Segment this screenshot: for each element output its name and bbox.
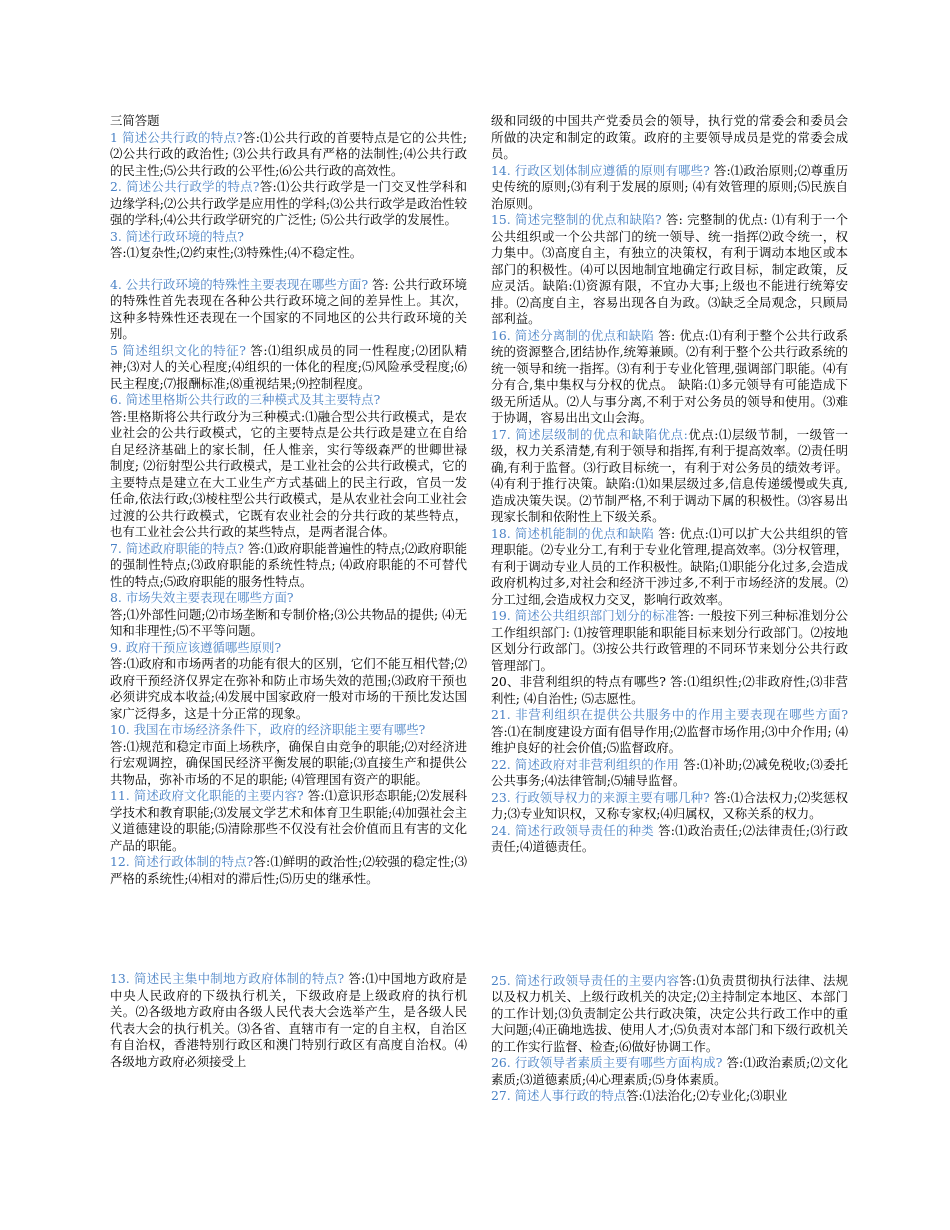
spacer	[110, 262, 467, 277]
question-number: 24.	[491, 822, 515, 838]
question-number: 14.	[491, 162, 515, 178]
answer-text: 三简答题	[110, 113, 160, 128]
question-number: 7.	[110, 540, 126, 556]
question-text: 简述行政领导责任的种类	[514, 822, 654, 838]
answer-text: 答:⑴政府和市场两者的功能有很大的区别，它们不能互相代替;⑵政府干预经济仅界定在弥补和防止市场失效的范围;⑶政府干预也必须讲究成本收益;⑷发展中国家政府一般对市场的干预比发达国家广泛得多，这是十分正常的现象。	[110, 656, 467, 721]
question-text: 简述公共组织部门划分的标准	[514, 608, 678, 623]
question-text: 简述完整制的优点和缺陷?	[514, 212, 662, 227]
question-text: 简述层级制的优点和缺陷优点:	[515, 426, 688, 442]
answer-text: 答:⑴政府职能普遍性的特点;⑵政府职能的强制性特点;⑶政府职能的系统性特点; ⑷政府职能的不可替代性的特点;⑸政府职能的服务性特点。	[110, 540, 467, 589]
left-column	[110, 113, 467, 1070]
answer-text: 答:⑴规范和稳定市面上场秩序，确保自由竞争的职能;⑵对经济进行宏观调控，确保国民经济平衡发展的职能;⑶直接生产和提供公共物品，弥补市场的不足的职能; ⑷管理国有资产的职能。	[110, 738, 467, 787]
qa-item	[491, 526, 848, 609]
qa-item	[110, 971, 467, 1070]
answer-text: 答: 优点:⑴有利于整个公共行政系统的资源整合,团结协作,统筹兼顾。⑵有利于整个公共行政系统的统一领导和统一指挥。⑶有利于专业化管理,强调部门职能。⑷有分有合,集中集权与分权的优点。 缺陷:⑴多元领导有可能造成下级无所适从。⑵人与事分离,不利于对公务员的领导和使用。⑶难于协调，容易出出文山会海。	[491, 327, 848, 425]
question-text: 行政区划体制应遵循的原则有哪些?	[514, 162, 710, 178]
qa-item	[110, 245, 467, 262]
answer-text: 答:⑴意识形态职能;⑵发展科学技术和教育职能;⑶发展文学艺术和体育卫生职能;⑷加强社会主义道德建设的职能;⑸清除那些不仅没有社会价值而且有害的文化产品的职能。	[110, 788, 467, 853]
question-number: 25.	[491, 972, 515, 988]
question-text: 简述机能制的优点和缺陷	[514, 525, 655, 541]
qa-item	[491, 608, 848, 674]
qa-item	[110, 179, 467, 229]
question-number: 5	[110, 342, 123, 358]
qa-item	[110, 788, 467, 854]
answer-text: 答:⑴在制度建设方面有倡导作用;⑵监督市场作用;⑶中介作用; ⑷维护良好的社会价值;⑸监督政府。	[491, 723, 848, 755]
question-text: 市场失效主要表现在哪些方面?	[125, 590, 294, 605]
answer-text: 答;⑴外部性问题;⑵市场垄断和专制价格;⑶公共物品的提供; ⑷无知和非理性;⑸不平等问题。	[110, 606, 467, 638]
qa-item	[491, 823, 848, 856]
answer-text: 答: 完整制的优点: ⑴有利于一个公共组织或一个公共部门的统一领导、统一指挥⑵政令统一，权力集中。⑶高度自主，有独立的决策权，有利于调动本地区或本部门的积极性。⑷可以因地制宜地确定行政目标，制定政策，反应灵活。缺陷:⑴资源有限，不宜办大事;上级也不能进行统筹安排。⑵高度自主，容易出现各自为政。⑶缺乏全局观念，只顾局部利益。	[491, 212, 848, 326]
question-text: 简述人事行政的特点	[514, 1088, 627, 1103]
question-number: 19.	[491, 608, 515, 623]
qa-item	[110, 113, 467, 130]
answer-text: 答:⑴法治化;⑵专业化;⑶职业	[626, 1088, 788, 1103]
question-text: 简述政府文化职能的主要内容?	[133, 788, 304, 803]
answer-text: 优点:⑴层级节制，一级管一级，权力关系清楚,有利于领导和指挥,有利于提高效率。⑵责任明确,有利于监督。⑶行政目标统一，有利于对公务员的绩效考评。⑷有利于推行决策。缺陷:⑴如果层级过多,信息传递缓慢或失真,造成决策失误。⑵节制严格,不利于调动下属的积极性。⑶容易出现家长制和依附性上下级关系。	[491, 426, 848, 524]
question-number: 23.	[491, 789, 515, 805]
spacer	[491, 856, 848, 973]
qa-item	[491, 328, 848, 427]
qa-item	[110, 277, 467, 343]
qa-item	[491, 1088, 848, 1105]
question-text: 简述里格斯公共行政的三种模式及其主要特点?	[125, 392, 381, 407]
qa-item	[110, 392, 467, 409]
answer-text: 答:⑴负责贯彻执行法律、法规以及权力机关、上级行政机关的决定;⑵主持制定本地区、本部门的工作计划;⑶负责制定公共行政决策，决定公共行政工作中的重大问题;⑷正确地选拔、使用人才;⑸负责对本部门和下级行政机关的工作实行监督、检查;⑹做好协调工作。	[491, 972, 848, 1054]
qa-item	[110, 130, 467, 180]
answer-text: 答:⑴政治素质;⑵文化素质;⑶道德素质;⑷心理素质;⑸身体素质。	[491, 1055, 848, 1087]
answer-text: 答:⑴中国地方政府是中央人民政府的下级执行机关，下级政府是上级政府的执行机关。⑵各级地方政府由各级人民代表大会选举产生，是各级人民代表大会的执行机关。⑶各省、直辖市有一定的自主权，自治区有自治权，香港特别行政区和澳门特别行政区有高度自治权。⑷各级地方政府必须接受上	[110, 971, 467, 1069]
qa-item	[110, 590, 467, 607]
qa-item	[491, 707, 848, 757]
answer-text: 答: 公共行政环境的特殊性首先表现在各种公共行政环境之间的差异性上。其次，这种多特殊性还表现在一个国家的不同地区的公共行政环境的关别。	[110, 276, 467, 341]
answer-text: 答:⑴补助;⑵减免税收;⑶委托公共事务;⑷法律管制;⑸辅导监督。	[491, 756, 848, 788]
spacer	[110, 887, 467, 971]
question-number: 22.	[491, 756, 515, 772]
question-number: 20、	[491, 674, 520, 689]
answer-text: 答:⑴公共行政的首要特点是它的公共性;⑵公共行政的政治性; ⑶公共行政具有严格的法制性;⑷公共行政的民主性;⑸公共行政的公平性;⑹公共行政的高效性。	[110, 129, 467, 178]
qa-item	[110, 722, 467, 739]
question-number: 11.	[110, 788, 134, 803]
question-number: 6.	[110, 392, 126, 407]
answer-text: 答:⑴政治原则;⑵尊重历史传统的原则;⑶有利于发展的原则; ⑷有效管理的原则;⑸民族自治原则。	[491, 162, 848, 211]
question-number: 26.	[491, 1055, 515, 1070]
question-text: 简述分离制的优点和缺陷	[514, 327, 655, 343]
qa-item	[110, 854, 467, 887]
question-number: 2.	[110, 179, 127, 194]
question-text: 简述民主集中制地方政府体制的特点?	[133, 971, 345, 986]
question-number: 27.	[491, 1088, 515, 1103]
answer-text: 答:⑴鲜明的政治性;⑵较强的稳定性;⑶严格的系统性;⑷相对的滞后性;⑸历史的继承性。	[110, 854, 467, 886]
question-number: 3.	[110, 228, 126, 244]
answer-text: 答:里格斯将公共行政分为三种模式:⑴融合型公共行政模式，是农业社会的公共行政模式，它的主要特点是公共行政是建立在自给自足经济基础上的家长制，任人惟亲，实行等级森严的世卿世禄制度; ⑵衍射型公共行政模式，是工业社会的公共行政模式，它的主要特点是建立在大工业生产方式基础上的民主行政，官员一发任命,依法行政;⑶棱柱型公共行政模式，是从农业社会向工业社会过渡的公共行政模式，它既有农业社会的分共行政的某些特点，也有工业社会公共行政的某些特点，是两者混合体。	[110, 408, 467, 539]
question-text: 简述公共行政学的特点?	[126, 179, 260, 194]
qa-item	[491, 427, 848, 526]
qa-item	[110, 607, 467, 640]
question-number: 4.	[110, 276, 126, 292]
qa-item	[110, 541, 467, 591]
question-text: 简述公共行政的特点?	[122, 129, 243, 145]
qa-item	[110, 343, 467, 393]
question-text: 简述政府职能的特点?	[125, 540, 244, 556]
question-number: 16.	[491, 327, 515, 343]
answer-text: 答:⑴政治责任;⑵法律责任;⑶行政责任;⑷道德责任。	[491, 822, 848, 854]
question-text: 公共行政环境的特殊性主要表现在哪些方面?	[125, 276, 369, 292]
question-text: 简述行政领导责任的主要内容	[514, 972, 680, 988]
qa-item	[491, 163, 848, 213]
question-text: 非营利组织在提供公共服务中的作用主要表现在哪些方面?	[515, 707, 848, 722]
qa-item	[491, 790, 848, 823]
right-column	[491, 113, 848, 1105]
question-number: 10.	[110, 722, 134, 737]
question-number: 21.	[491, 707, 516, 722]
qa-item	[110, 409, 467, 541]
question-text: 行政领导权力的来源主要有哪几种?	[514, 789, 710, 805]
qa-item	[491, 674, 848, 707]
answer-text: 答:⑴复杂性;⑵约束性;⑶特殊性;⑷不稳定性。	[110, 245, 363, 260]
question-number: 18.	[491, 525, 515, 541]
qa-item	[491, 212, 848, 328]
answer-text: 答:⑴合法权力;⑵奖惩权力;⑶专业知识权，又称专家权;⑷归属权，又称关系的权力。	[491, 789, 848, 821]
question-number: 17.	[491, 426, 516, 442]
qa-item	[110, 229, 467, 246]
question-number: 13.	[110, 971, 134, 986]
question-text: 简述行政体制的特点?	[133, 854, 254, 869]
qa-item	[110, 656, 467, 722]
qa-item	[491, 113, 848, 163]
answer-text: 答:⑴公共行政学是一门交叉性学科和边缘学科;⑵公共行政学是应用性的学科;⑶公共行政学是政治性较强的学科;⑷公共行政学研究的广泛性; ⑸公共行政学的发展性。	[110, 179, 467, 227]
qa-item	[491, 757, 848, 790]
question-number: 8.	[110, 590, 126, 605]
question-text: 简述组织文化的特征?	[122, 342, 246, 358]
question-text: 简述行政环境的特点?	[125, 228, 244, 244]
qa-item	[491, 1055, 848, 1088]
question-text: 行政领导者素质主要有哪些方面构成?	[514, 1055, 723, 1070]
answer-text: 非营利组织的特点有哪些? 答:⑴组织性;⑵非政府性;⑶非营利性; ⑷自治性; ⑸志愿性。	[491, 674, 848, 706]
qa-item	[110, 640, 467, 657]
answer-text: 答:⑴组织成员的同一性程度;⑵团队精神;⑶对人的关心程度;⑷组织的一体化的程度;⑸风险承受程度;⑹民主程度;⑺报酬标准;⑻重视结果;⑼控制程度。	[110, 342, 467, 391]
answer-text: 级和同级的中国共产党委员会的领导，执行党的常委会和委员会所做的决定和制定的政策。政府的主要领导成员是党的常委会成员。	[491, 113, 848, 161]
qa-item	[491, 973, 848, 1056]
question-number: 15.	[491, 212, 515, 227]
question-number: 12.	[110, 854, 134, 869]
question-text: 简述政府对非营利组织的作用	[514, 756, 680, 772]
question-number: 1	[110, 129, 123, 145]
question-number: 9.	[110, 639, 126, 655]
qa-item	[110, 739, 467, 789]
question-text: 政府干预应该遵循哪些原则?	[125, 639, 282, 655]
answer-text: 答: 优点:⑴可以扩大公共组织的管理职能。⑵专业分工,有利于专业化管理,提高效率。⑶分权管理，有利于调动专业人员的工作积极性。缺陷;⑴职能分化过多,会造成政府机构过多,对社会和经济干涉过多,不利于市场经济的发展。⑵分工过细,会造成权力交叉，影响行政效率。	[491, 525, 848, 607]
answer-text: 答: 一般按下列三种标准划分公工作组织部门: ⑴按管理职能和职能目标来划分行政部门。⑵按地区划分行政部门。⑶按公共行政管理的不同环节来划分公共行政管理部门。	[491, 608, 848, 673]
question-text: 我国在市场经济条件下，政府的经济职能主要有哪些?	[133, 722, 426, 737]
